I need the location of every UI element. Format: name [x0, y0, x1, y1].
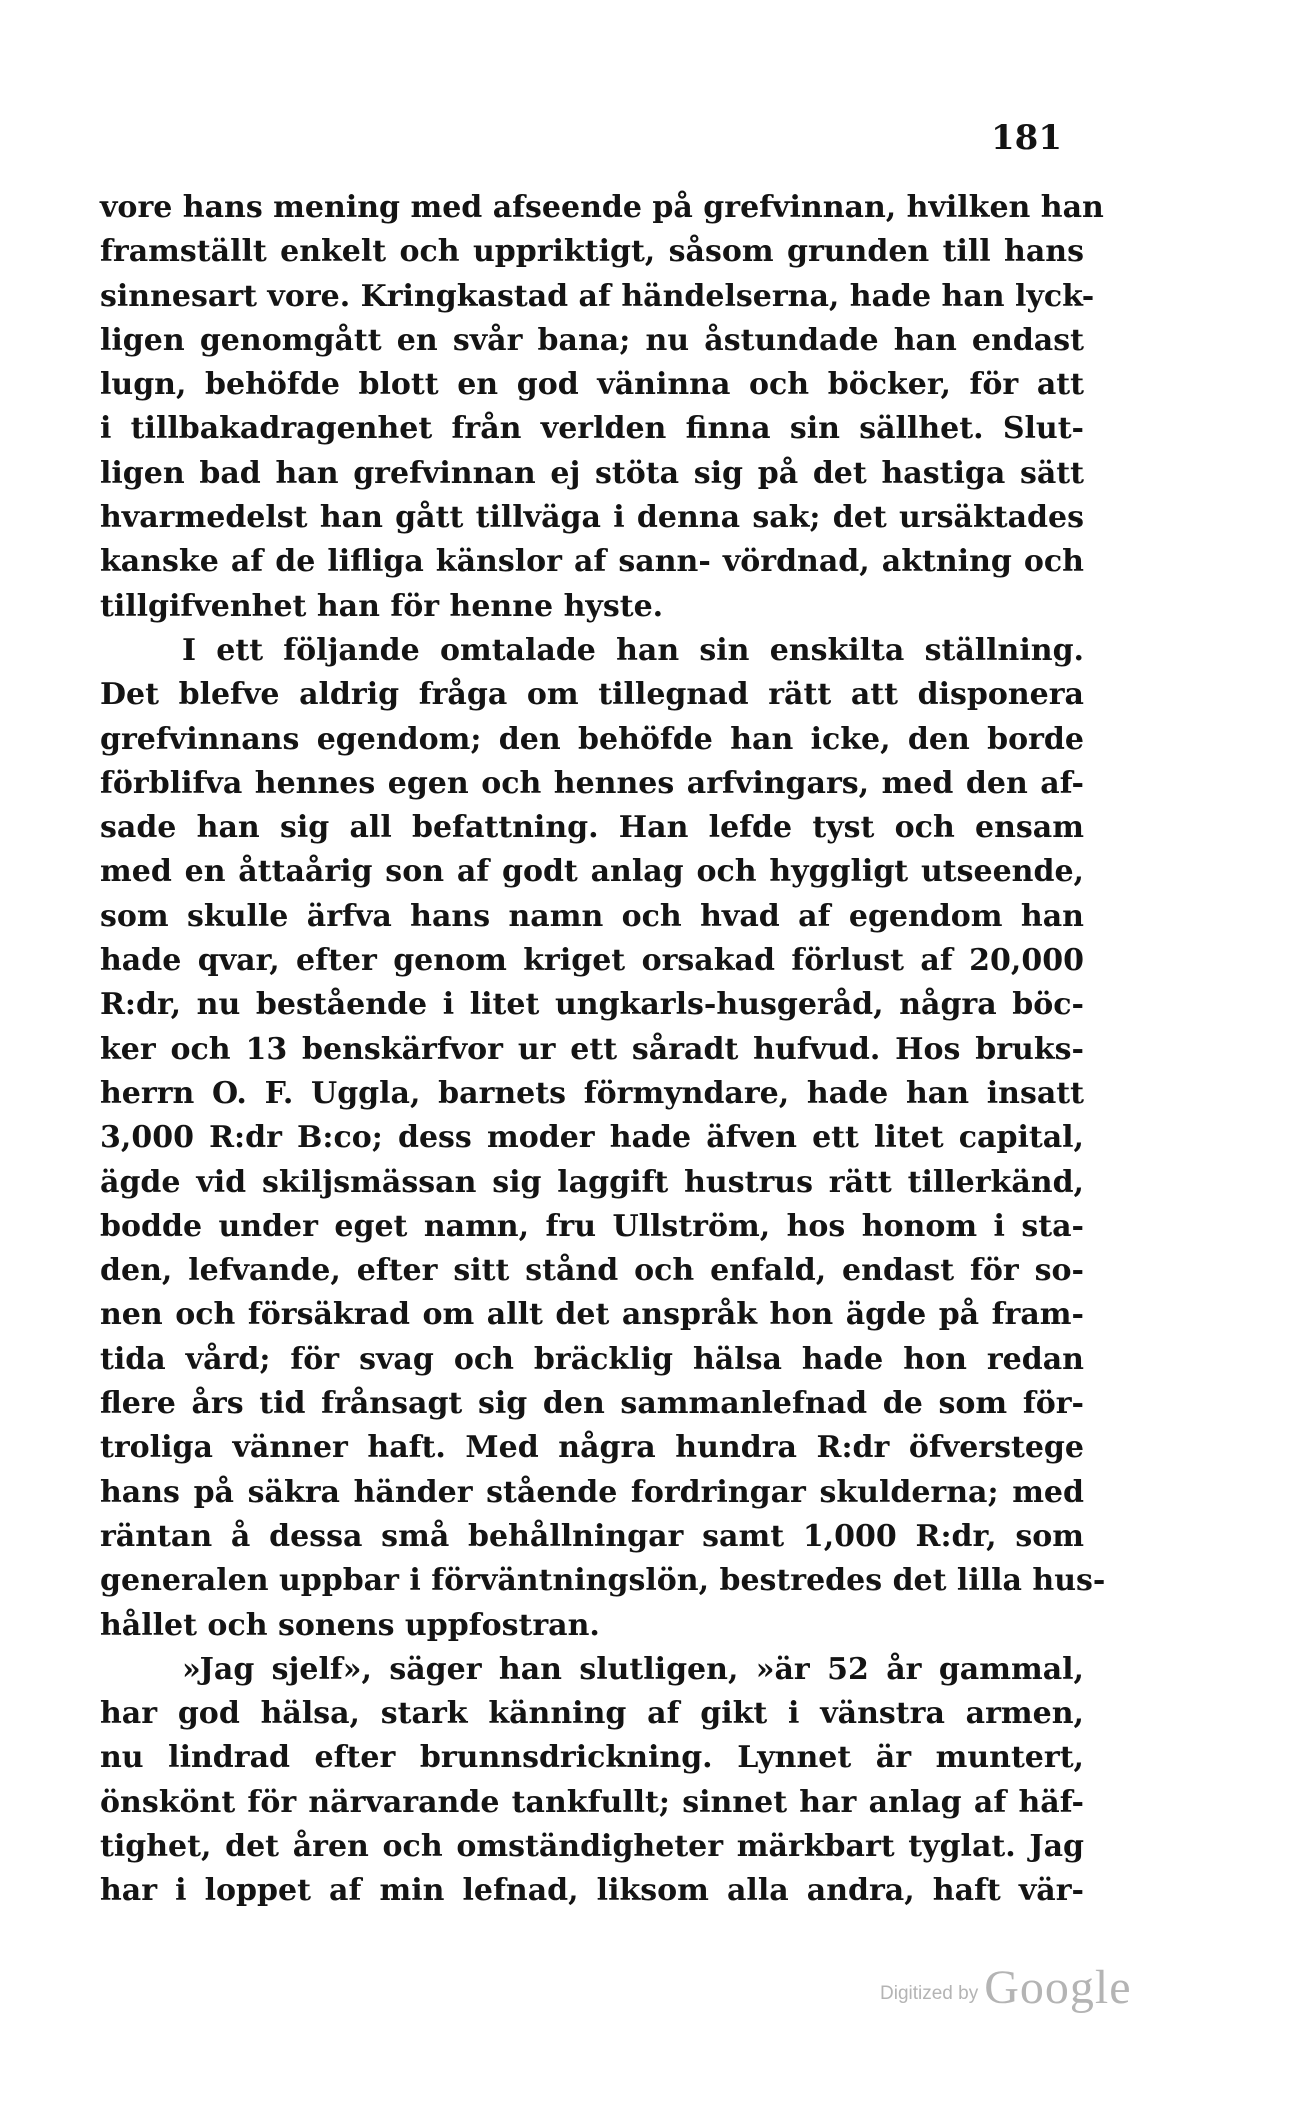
text-line: nu lindrad efter brunnsdrickning. Lynnet är muntert,	[100, 1740, 1084, 1776]
text-line: tida vård; för svag och bräcklig hälsa hade hon redan	[100, 1341, 1084, 1377]
text-line: grefvinnans egendom; den behöfde han icke, den borde	[100, 721, 1084, 757]
paragraph-start-line: »Jag sjelf», säger han slutligen, »är 52 år gammal,	[182, 1651, 1084, 1687]
text-line: herrn O. F. Uggla, barnets förmyndare, hade han insatt	[100, 1075, 1084, 1111]
text-line: framställt enkelt och uppriktigt, såsom grunden till hans	[100, 234, 1084, 270]
text-line: 3,000 R:dr B:co; dess moder hade äfven ett litet capital,	[100, 1120, 1084, 1156]
text-line: vore hans mening med afseende på grefvinnan, hvilken han	[100, 190, 1104, 225]
text-line: i tillbakadragenhet från verlden finna sin sällhet. Slut-	[100, 411, 1084, 447]
text-line: generalen uppbar i förväntningslön, bestredes det lilla hus-	[100, 1563, 1106, 1599]
text-line: hans på säkra händer stående fordringar skulderna; med	[100, 1474, 1084, 1510]
text-line: R:dr, nu bestående i litet ungkarls-husgeråd, några böc-	[100, 987, 1084, 1023]
text-line: ägde vid skiljsmässan sig laggift hustrus rätt tillerkänd,	[100, 1164, 1084, 1200]
text-line: ligen genomgått en svår bana; nu åstundade han endast	[100, 322, 1084, 358]
text-line: ker och 13 benskärfvor ur ett såradt hufvud. Hos bruks-	[100, 1031, 1084, 1067]
text-line: önskönt för närvarande tankfullt; sinnet har anlag af häf-	[100, 1784, 1084, 1820]
text-line: troliga vänner haft. Med några hundra R:dr öfverstege	[100, 1430, 1084, 1466]
page-number: 181	[991, 118, 1062, 158]
text-line: förblifva hennes egen och hennes arfvingars, med den af-	[100, 765, 1084, 801]
text-line: den, lefvande, efter sitt stånd och enfald, endast för so-	[100, 1253, 1084, 1289]
google-logo: Google	[984, 1961, 1132, 2014]
paragraph-start-line: I ett följande omtalade han sin enskilta ställning.	[182, 632, 1084, 668]
text-line: sade han sig all befattning. Han lefde tyst och ensam	[100, 810, 1084, 846]
text-line: hade qvar, efter genom kriget orsakad förlust af 20,000	[100, 943, 1084, 979]
text-line: som skulle ärfva hans namn och hvad af egendom han	[100, 898, 1084, 934]
text-line: har god hälsa, stark känning af gikt i vänstra armen,	[100, 1696, 1084, 1732]
text-line: hållet och sonens uppfostran.	[100, 1607, 600, 1643]
text-line: lugn, behöfde blott en god väninna och böcker, för att	[100, 367, 1084, 403]
text-line: räntan å dessa små behållningar samt 1,000 R:dr, som	[100, 1518, 1084, 1554]
text-line: Det blefve aldrig fråga om tillegnad rätt att disponera	[100, 677, 1084, 713]
text-line: hvarmedelst han gått tillväga i denna sak; det ursäktades	[100, 500, 1084, 536]
text-line: med en åttaårig son af godt anlag och hyggligt utseende,	[100, 854, 1084, 890]
watermark-prefix: Digitized by	[880, 1983, 979, 2004]
text-line: flere års tid frånsagt sig den sammanlefnad de som för-	[100, 1386, 1084, 1422]
text-line: sinnesart vore. Kringkastad af händelserna, hade han lyck-	[100, 278, 1095, 314]
text-line: har i loppet af min lefnad, liksom alla andra, haft vär-	[100, 1873, 1084, 1909]
text-line: ligen bad han grefvinnan ej stöta sig på det hastiga sätt	[100, 455, 1084, 491]
text-line: nen och försäkrad om allt det anspråk hon ägde på fram-	[100, 1297, 1084, 1333]
text-line: tillgifvenhet han för henne hyste.	[100, 588, 664, 624]
text-line: kanske af de lifliga känslor af sann- vördnad, aktning och	[100, 544, 1084, 580]
digitized-by-google-watermark	[880, 1955, 1180, 2015]
text-line: tighet, det åren och omständigheter märkbart tyglat. Jag	[100, 1828, 1084, 1864]
body-text	[100, 186, 1106, 1914]
text-line: bodde under eget namn, fru Ullström, hos honom i sta-	[100, 1208, 1084, 1244]
